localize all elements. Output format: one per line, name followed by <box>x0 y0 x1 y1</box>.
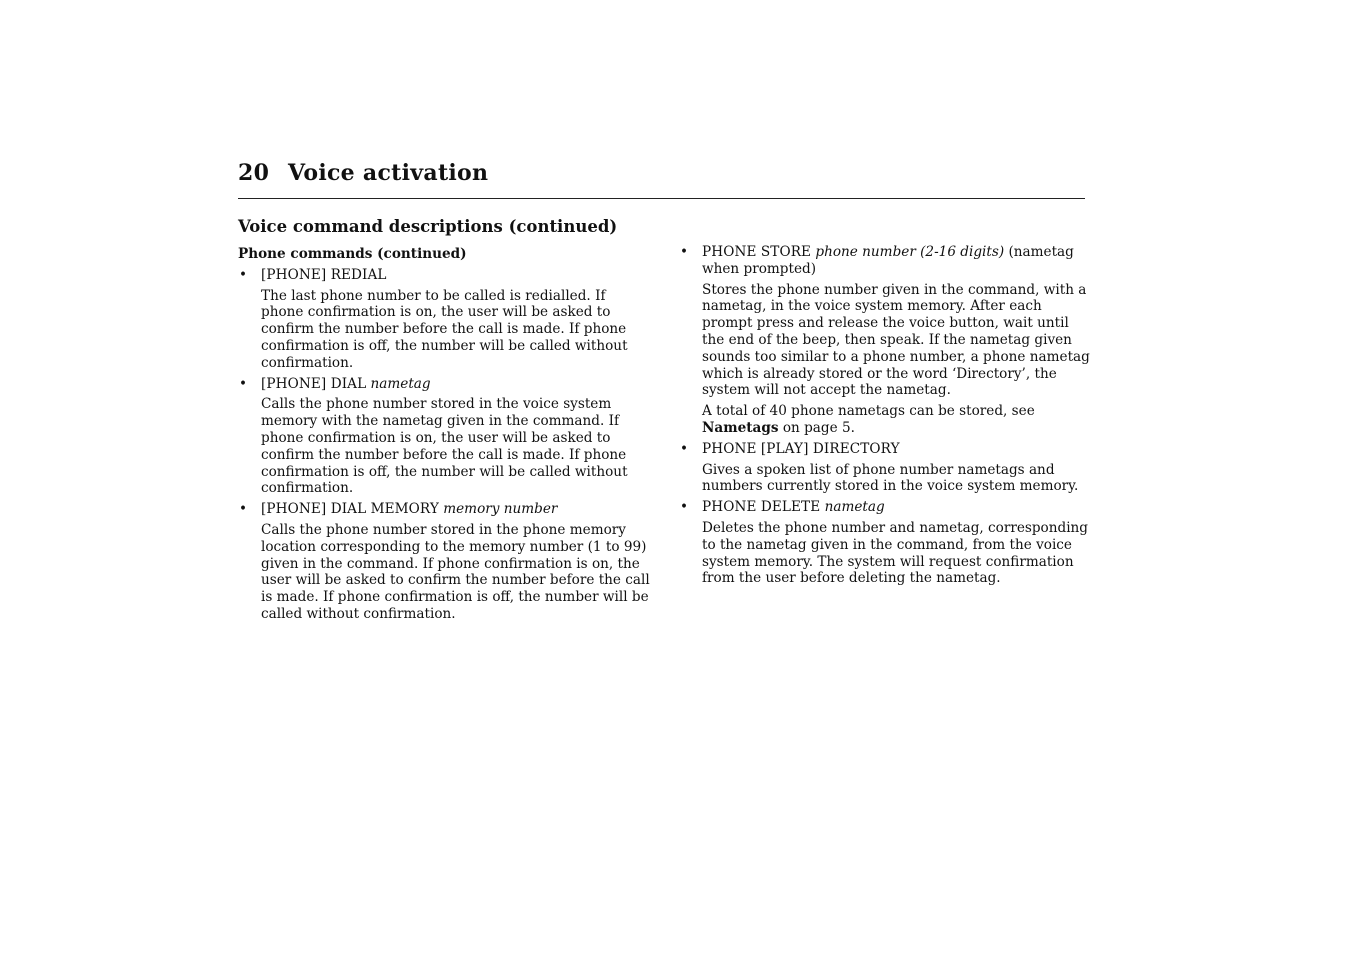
command-text: [PHONE] REDIAL <box>261 266 387 283</box>
list-item <box>679 244 1091 437</box>
bullet: • <box>680 440 689 457</box>
right-column <box>679 244 1091 591</box>
bullet: • <box>239 375 248 392</box>
command-parameter: nametag <box>824 499 885 516</box>
note-text: A total of 40 phone nametags can be stored, see <box>702 403 1035 420</box>
command-text: [PHONE] DIAL <box>261 375 367 392</box>
command-description: The last phone number to be called is redialled. If phone confirmation is on, the user will be asked to confirm the number before the call is made. If phone confirmation is off, the number will be called without confirmation. <box>261 287 628 371</box>
command-line <box>261 267 650 284</box>
list-item <box>238 501 650 623</box>
command-text: PHONE STORE <box>702 244 812 260</box>
bullet: • <box>239 501 248 518</box>
left-column <box>238 216 650 627</box>
sub-title: Phone commands (continued) <box>238 246 467 262</box>
command-text: PHONE [PLAY] DIRECTORY <box>702 440 900 457</box>
command-description: Deletes the phone number and nametag, corresponding to the nametag given in the command, from the voice system memory. The system will request confirmation from the user before deleting the nametag. <box>702 519 1089 587</box>
command-description: Calls the phone number stored in the voice system memory with the nametag given in the command. If phone confirmation is on, the user will be asked to confirm the number before the call is made. If phone confirmation is off, the number will be called without confirmation. <box>261 396 628 497</box>
list-item <box>238 376 650 498</box>
section-title: Voice command descriptions (continued) <box>238 217 618 236</box>
command-suffix: (nametag when prompted) <box>702 244 1074 277</box>
bullet: • <box>680 244 689 260</box>
command-description: Gives a spoken list of phone number nametags and numbers currently stored in the voice system memory. <box>702 461 1079 495</box>
page-number: 20 <box>238 160 270 186</box>
command-text: PHONE DELETE <box>702 499 821 516</box>
chapter-title: Voice activation <box>288 160 489 186</box>
command-line <box>702 244 1091 278</box>
bullet: • <box>680 499 689 516</box>
command-line <box>702 441 1091 458</box>
command-parameter: memory number <box>443 501 558 518</box>
command-line <box>702 499 1091 516</box>
note-text-end: on page 5. <box>782 419 855 436</box>
cross-reference: Nametags <box>702 419 779 436</box>
command-parameter: nametag <box>370 375 431 392</box>
command-line <box>261 501 650 518</box>
command-parameter: phone number (2-16 digits) <box>815 244 1005 260</box>
command-description: Calls the phone number stored in the phone memory location corresponding to the memory number (1 to 99) given in the command. If phone confirmation is on, the user will be asked to confirm the number before the call is made. If phone confirmation is off, the number will be called without confirmation. <box>261 521 650 622</box>
command-description: Stores the phone number given in the command, with a nametag, in the voice system memory. After each prompt press and release the voice button, wait until the end of the beep, then speak. If the nametag given sounds too similar to a phone number, a phone nametag which is already stored or the word ‘Directory’, the system will not accept the nametag. <box>702 281 1090 399</box>
command-text: [PHONE] DIAL MEMORY <box>261 501 439 518</box>
command-note <box>702 403 1091 437</box>
list-item <box>238 267 650 372</box>
bullet: • <box>239 266 248 283</box>
command-line <box>261 376 650 393</box>
page-header <box>238 158 1085 199</box>
list-item <box>679 441 1091 495</box>
list-item <box>679 499 1091 587</box>
